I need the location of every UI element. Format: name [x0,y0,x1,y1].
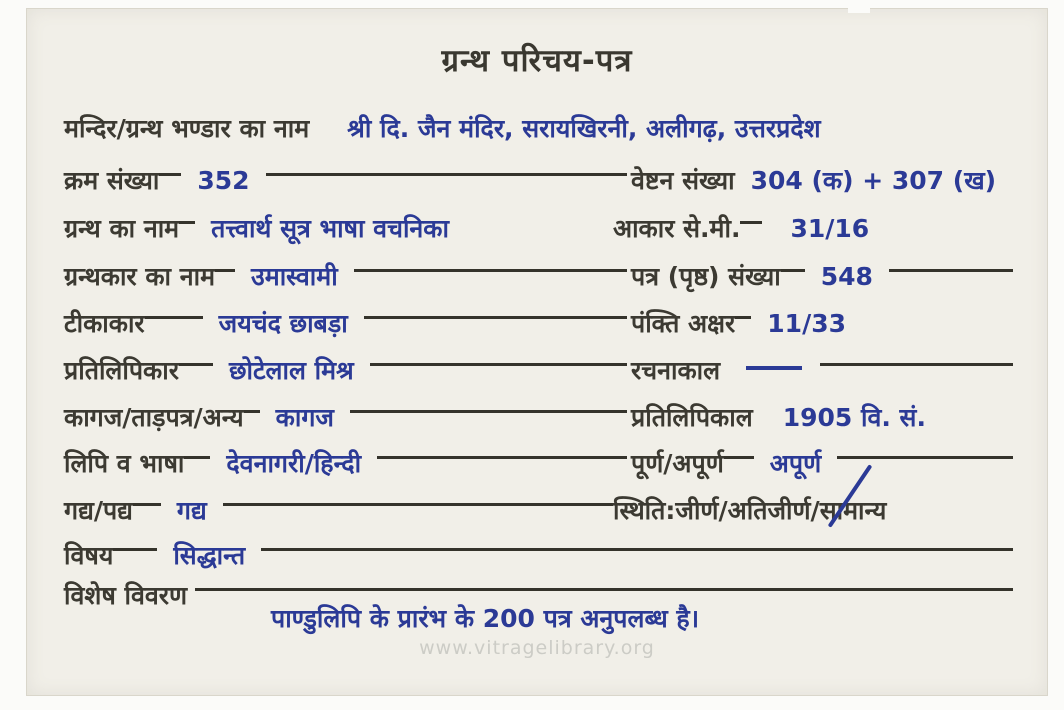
condition-marked-option [820,493,887,529]
rule-line [266,173,613,176]
value-subject: सिद्धान्त [173,541,246,570]
rule-line [613,363,627,366]
value-copy-date: 1905 वि. सं. [782,403,926,432]
label-prose-verse: गद्य/पद्य [64,496,133,525]
value-special-details: पाण्डुलिपि के प्रारंभ के 200 पत्र अनुपलब्ध है। [271,604,700,633]
row-subject [64,532,1013,574]
field-copy-date [613,400,1013,436]
value-commentator: जयचंद छाबड़ा [218,309,348,338]
rule-line [113,548,157,551]
field-serial-number [64,163,613,199]
catalog-card [26,8,1048,696]
label-book-name: ग्रन्थ का नाम [64,214,180,243]
rule-line [350,410,613,413]
row-bhandar-name [64,105,1013,147]
value-copyist: छोटेलाल मिश्र [228,356,354,385]
field-book-name [64,211,613,247]
label-author-name: ग्रन्थकार का नाम [64,262,216,291]
rule-line [613,316,627,319]
row-commentator-lines [64,300,1013,342]
value-material: कागज [275,403,334,432]
field-completeness [613,446,1013,482]
row-material-copydate [64,394,1013,436]
rule-line [223,503,613,506]
field-material [64,400,613,436]
field-script-language [64,446,613,482]
label-serial-number: क्रम संख्या [64,166,160,195]
label-lines-letters: पंक्ति अक्षर [631,309,736,338]
rule-line [377,456,613,459]
value-size-cm: 31/16 [790,214,870,243]
rule-line [179,363,213,366]
value-book-name: तत्त्वार्थ सूत्र भाषा वचनिका [211,214,449,243]
rule-line [837,456,1013,459]
rule-line [354,269,613,272]
value-author-name: उमास्वामी [251,262,338,291]
composition-date-dash-mark [746,366,802,370]
rule-line [613,269,627,272]
label-size-cm: आकार से.मी. [613,214,741,243]
rule-line [613,410,627,413]
label-completeness: पूर्ण/अपूर्ण [631,449,724,478]
label-page-count: पत्र (पृष्ठ) संख्या [631,262,781,291]
rule-line [820,363,1013,366]
field-commentator [64,306,613,342]
scan-artifact-notch [1052,276,1064,310]
rule-line [133,503,161,506]
field-lines-letters [613,306,1013,342]
row-copyist-compdate [64,347,1013,389]
value-serial-number: 352 [197,166,250,195]
rule-line [724,456,754,459]
watermark-text: www.vitragelibrary.org [419,637,655,659]
label-condition-option: सामान्य [819,496,887,525]
label-bhandar-name: मन्दिर/ग्रन्थ भण्डार का नाम [64,114,310,143]
row-author-pages [64,253,1013,295]
label-copyist: प्रतिलिपिकार [64,356,179,385]
rule-line [889,269,1013,272]
value-bhandar-name: श्री दि. जैन मंदिर, सरायखिरनी, अलीगढ़, उत्तरप्रदेश [347,114,821,143]
field-condition [613,493,1013,529]
rule-line [781,269,805,272]
value-script-language: देवनागरी/हिन्दी [226,449,362,478]
field-page-count [613,259,1013,295]
rule-line [159,173,181,176]
scan-artifact-notch [848,0,870,13]
rule-line [244,410,260,413]
label-material: कागज/ताड़पत्र/अन्य [64,403,244,432]
field-author-name [64,259,613,295]
rule-line [735,316,751,319]
label-bundle-number: वेष्टन संख्या [631,166,735,195]
label-commentator: टीकाकार [64,309,145,338]
value-page-count: 548 [820,262,873,291]
rule-line [195,588,1013,591]
document-title: ग्रन्थ परिचय-पत्र [441,43,633,79]
value-prose-verse: गद्य [176,496,207,525]
rule-line [215,269,235,272]
label-subject: विषय [64,541,114,570]
row-bookname-size [64,205,1013,247]
value-completeness: अपूर्ण [769,449,822,478]
field-size-cm [613,211,1013,247]
value-bundle-number: 304 (क) + 307 (ख) [750,166,997,195]
field-composition-date [613,353,1013,389]
field-copyist [64,353,613,389]
rule-line [145,316,203,319]
rule-line [179,221,195,224]
rule-line [370,363,613,366]
row-serial-bundle [64,157,1013,199]
field-prose-verse [64,493,613,529]
value-lines-letters: 11/33 [767,309,846,338]
row-prose-condition [64,487,1013,529]
label-special-details: विशेष विवरण [64,581,188,610]
rule-line [613,173,627,176]
row-script-completeness [64,440,1013,482]
rule-line [740,221,762,224]
rule-line [261,548,1013,551]
label-condition-prefix: स्थिति:जीर्ण/अतिजीर्ण/ [613,496,820,525]
rule-line [184,456,210,459]
label-composition-date: रचनाकाल [631,356,721,385]
rule-line [364,316,613,319]
label-script-language: लिपि व भाषा [64,449,185,478]
rule-line [613,456,627,459]
label-copy-date: प्रतिलिपिकाल [631,403,753,432]
field-bundle-number [613,163,1013,199]
